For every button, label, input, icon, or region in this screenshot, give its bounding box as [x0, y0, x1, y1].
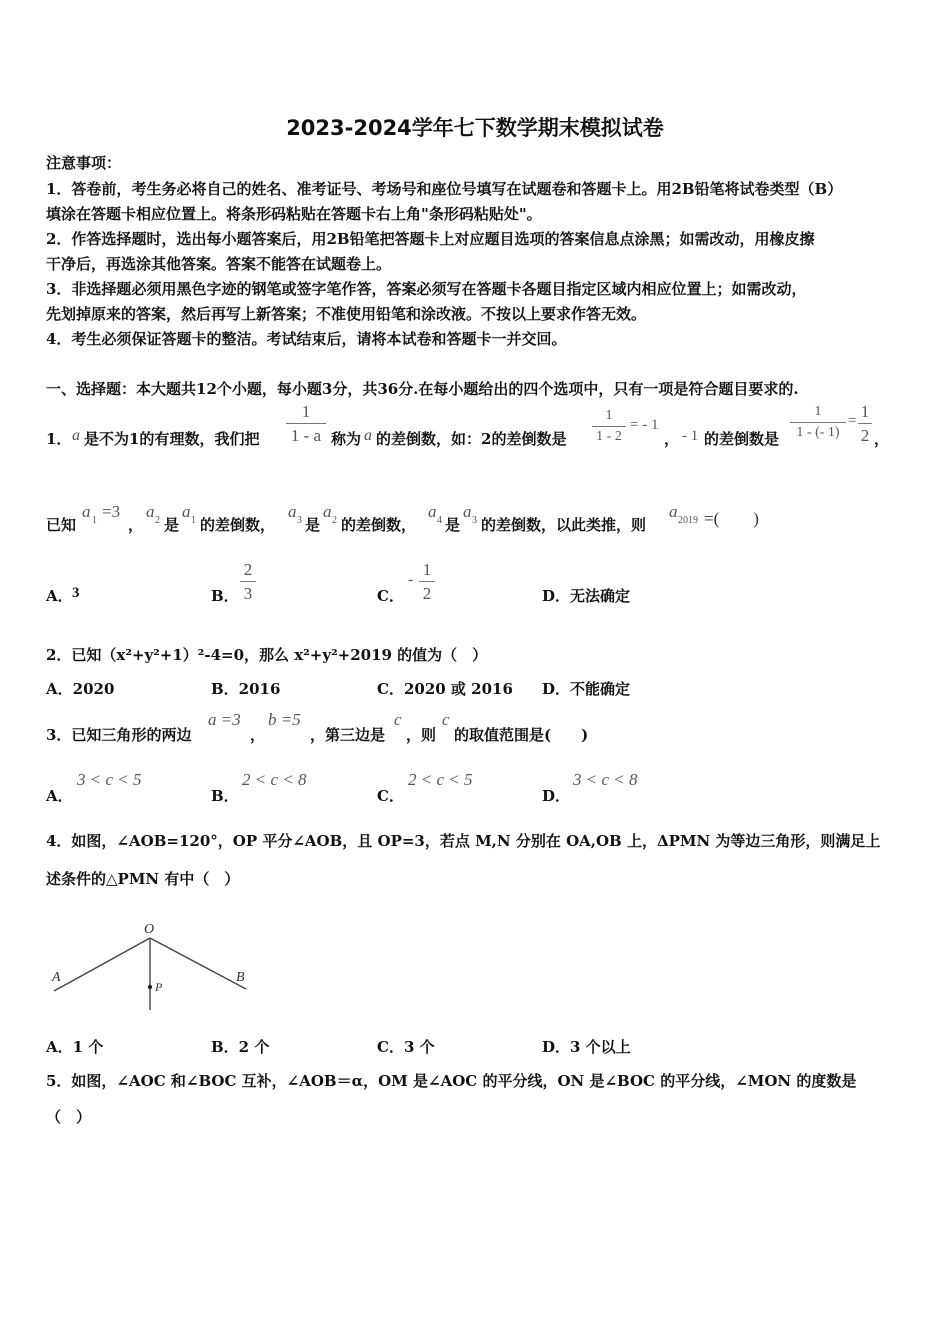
section-heading: 一、选择题：本大题共12个小题，每小题3分，共36分.在每小题给出的四个选项中，只有一项是符合题目要求的. [46, 380, 799, 398]
q1-a1b-sub: 1 [191, 515, 196, 526]
label-p: P [155, 980, 163, 994]
q1-text: 是 [445, 516, 461, 534]
q3-option-c: 2 < c < 5 [408, 770, 473, 789]
q3-stem-start: 3．已知三角形的两边 [46, 726, 192, 744]
q1-fraction-1-num: 1 [301, 402, 311, 421]
q1-a2019-sub: 2019 [678, 515, 698, 526]
q1-text: 的差倒数， [200, 516, 276, 534]
q3-option-a-label: A． [46, 787, 73, 805]
q1-a3b: a [463, 502, 472, 521]
q1-option-c-den: 2 [422, 584, 432, 603]
notice-line: 4．考生必须保证答题卡的整洁。考试结束后，请将本试卷和答题卡一并交回。 [46, 330, 567, 348]
q1-fraction-4-num: 1 [860, 402, 870, 421]
q2-option-b: B．2016 [211, 680, 281, 698]
label-a: A [52, 970, 61, 985]
q1-option-b-num: 2 [243, 560, 253, 579]
q1-fraction-2-num: 1 [605, 408, 613, 423]
notice-line: 2．作答选择题时，选出每小题答案后，用2B铅笔把答题卡上对应题目选项的答案信息点涂黑；如需改动，用橡皮擦 [46, 230, 815, 248]
q1-option-c-fraction [419, 560, 435, 603]
q2-option-d: D．不能确定 [542, 680, 631, 698]
q1-option-b-fraction [240, 560, 256, 603]
q3-c: c [442, 710, 450, 729]
q1-fraction-1 [286, 402, 326, 445]
q1-var-a: a [364, 427, 372, 444]
q1-fraction-1-den: 1 - a [290, 426, 322, 445]
page-title: 2023-2024学年七下数学期末模拟试卷 [286, 116, 664, 140]
q1-text: 的差倒数，以此类推，则 [481, 516, 647, 534]
q1-fraction-4 [858, 402, 872, 445]
q1-a2: a [146, 502, 155, 521]
q1-text: 的差倒数，如：2的差倒数是 [376, 430, 567, 448]
q1-a2b-sub: 2 [332, 515, 337, 526]
q4-option-c: C．3 个 [377, 1038, 435, 1056]
q1-equals: = - 1 [630, 417, 659, 433]
q1-a3-sub: 3 [297, 515, 302, 526]
q1-fraction-3-den: 1 - (- 1) [796, 425, 840, 440]
q1-a3: a [288, 502, 297, 521]
q4-option-a: A．1 个 [46, 1038, 104, 1056]
q1-a1: a [82, 502, 91, 521]
q1-a2-sub: 2 [155, 515, 160, 526]
q1-text: 的差倒数是 [704, 430, 780, 448]
q1-option-a-label: A． [46, 587, 73, 605]
q4-stem-line1: 4．如图，∠AOB=120°，OP 平分∠AOB，且 OP=3，若点 M,N 分别在 OA,OB 上，ΔPMN 为等边三角形，则满足上 [46, 832, 881, 850]
q1-var-a: a [72, 427, 80, 444]
q3-comma: ， [250, 726, 266, 744]
q1-fraction-2-den: 1 - 2 [596, 429, 622, 444]
label-b: B [236, 970, 245, 985]
q2-stem: 2．已知（x²+y²+1）²-4=0，那么 x²+y²+2019 的值为（ ） [46, 646, 488, 664]
q3-a-equals: a =3 [208, 710, 241, 729]
q1-number: 1． [46, 430, 72, 448]
q1-a4: a [428, 502, 437, 521]
q3-c: c [394, 710, 402, 729]
q4-figure [40, 915, 270, 1020]
q5-stem-line1: 5．如图，∠AOC 和∠BOC 互补，∠AOB＝α，OM 是∠AOC 的平分线，ON 是∠BOC 的平分线，∠MON 的度数是 [46, 1072, 857, 1090]
q1-equals: = [848, 413, 857, 429]
q1-option-a-value: 3 [72, 585, 80, 601]
q1-fraction-2 [592, 408, 626, 445]
q1-a3b-sub: 3 [472, 515, 477, 526]
q3-b-equals: b =5 [268, 710, 301, 729]
notice-line: 3．非选择题必须用黑色字迹的钢笔或签字笔作答，答案必须写在答题卡各题目指定区域内相应位置上；如需改动， [46, 280, 807, 298]
q4-option-d: D．3 个以上 [542, 1038, 631, 1056]
point-p [148, 985, 152, 989]
notice-line: 填涂在答题卡相应位置上。将条形码粘贴在答题卡右上角"条形码粘贴处"。 [46, 205, 542, 223]
q3-option-d-label: D． [542, 787, 571, 805]
q1-a1-sub: 1 [92, 515, 97, 526]
q3-option-c-label: C． [377, 787, 404, 805]
q1-comma: ， [664, 430, 680, 448]
q1-option-b-label: B． [211, 587, 239, 605]
label-o: O [144, 922, 155, 937]
q1-a1b: a [182, 502, 191, 521]
q1-option-c-neg: - [408, 571, 414, 588]
q3-option-b-label: B． [211, 787, 239, 805]
q1-a2b: a [323, 502, 332, 521]
q4-stem-line2: 述条件的△PMN 有中（ ） [46, 870, 240, 888]
q1-fraction-3-num: 1 [814, 404, 822, 419]
q3-option-b: 2 < c < 8 [242, 770, 307, 789]
q1-neg-one: - 1 [682, 428, 699, 444]
q1-text: 是 [305, 516, 321, 534]
q1-answer-blank: =( ) [704, 509, 759, 528]
q1-option-c-num: 1 [422, 560, 432, 579]
q1-text: 称为 [331, 430, 362, 448]
q1-option-d-value: 无法确定 [570, 587, 631, 605]
notice-heading: 注意事项： [46, 154, 122, 172]
q1-fraction-4-den: 2 [860, 426, 870, 445]
q5-stem-line2: （ ） [46, 1108, 92, 1126]
q1-text: 是不为1的有理数，我们把 [84, 430, 260, 448]
q1-option-d-label: D． [542, 587, 571, 605]
q3-stem-end: 的取值范围是( ) [454, 726, 589, 744]
q1-text: 是 [164, 516, 180, 534]
q1-comma: ， [874, 430, 890, 448]
q1-known: 已知 [46, 516, 77, 534]
q3-option-a: 3 < c < 5 [77, 770, 142, 789]
q2-option-a: A．2020 [46, 680, 115, 698]
notice-line: 先划掉原来的答案，然后再写上新答案；不准使用铅笔和涂改液。不按以上要求作答无效。 [46, 305, 647, 323]
notice-line: 干净后，再选涂其他答案。答案不能答在试题卷上。 [46, 255, 392, 273]
q3-stem-then: ，则 [406, 726, 437, 744]
q1-a4-sub: 4 [437, 515, 442, 526]
q1-a1-value: =3 [102, 502, 121, 521]
ray-oa [54, 938, 150, 991]
q2-option-c: C．2020 或 2016 [377, 680, 513, 698]
q4-option-b: B．2 个 [211, 1038, 270, 1056]
q1-a2019: a [669, 502, 678, 521]
q1-comma: ， [128, 516, 144, 534]
q1-text: 的差倒数， [341, 516, 417, 534]
notice-line: 1．答卷前，考生务必将自己的姓名、准考证号、考场号和座位号填写在试题卷和答题卡上。用2B铅笔将试卷类型（B） [46, 180, 843, 198]
q3-stem-mid: ，第三边是 [310, 726, 386, 744]
q3-option-d: 3 < c < 8 [573, 770, 638, 789]
q1-option-b-den: 3 [243, 584, 253, 603]
q1-option-c-label: C． [377, 587, 404, 605]
q1-fraction-3 [790, 404, 846, 441]
ray-ob [150, 938, 246, 989]
